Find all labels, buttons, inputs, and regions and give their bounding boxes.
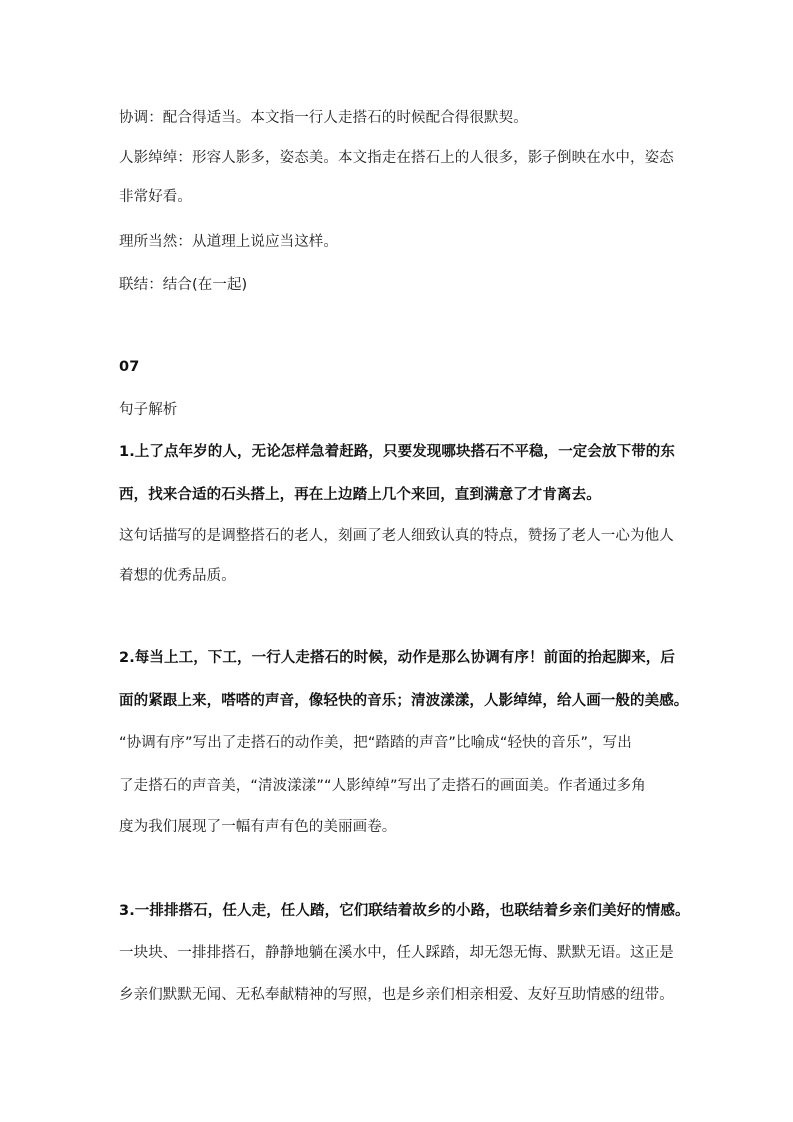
sentence-2-line-2: 面的紧跟上来，嗒嗒的声音，像轻快的音乐；清波漾漾，人影绰绰，给人画一般的美感。: [119, 693, 689, 709]
definition-renyingchuochuo-cont: 非常好看。: [119, 189, 192, 205]
explanation-2-line-2: 了走搭石的声音美，“清波漾漾”“人影绰绰”写出了走搭石的画面美。作者通过多角: [119, 778, 646, 794]
explanation-1-line-2: 着想的优秀品质。: [119, 568, 236, 584]
explanation-3-line-2: 乡亲们默默无闻、无私奉献精神的写照，也是乡亲们相亲相爱、友好互助情感的纽带。: [119, 987, 674, 1003]
definition-xietiao: 协调：配合得适当。本文指一行人走搭石的时候配合得很默契。: [119, 110, 528, 126]
section-number: 07: [119, 359, 140, 375]
explanation-2-line-1: “协调有序”写出了走搭石的动作美，把“踏踏的声音”比喻成“轻快的音乐”，写出: [119, 735, 632, 751]
section-title: 句子解析: [119, 402, 178, 418]
definition-lianjie: 联结：结合(在一起): [119, 277, 248, 293]
explanation-1-line-1: 这句话描写的是调整搭石的老人，刻画了老人细致认真的特点，赞扬了老人一心为他人: [119, 528, 674, 544]
definition-lisuodangran: 理所当然：从道理上说应当这样。: [119, 234, 338, 250]
explanation-2-line-3: 度为我们展现了一幅有声有色的美丽画卷。: [119, 819, 397, 835]
explanation-3-line-1: 一块块、一排排搭石，静静地躺在溪水中，任人踩踏，却无怨无悔、默默无语。这正是: [119, 945, 674, 961]
definition-renyingchuochuo: 人影绰绰：形容人影多，姿态美。本文指走在搭石上的人很多，影子倒映在水中，姿态: [119, 150, 674, 166]
sentence-1-line-1: 1.上了点年岁的人，无论怎样急着赶路，只要发现哪块搭石不平稳，一定会放下带的东: [119, 444, 675, 460]
sentence-1-line-2: 西，找来合适的石头搭上，再在上边踏上几个来回，直到满意了才肯离去。: [119, 487, 601, 503]
sentence-2-line-1: 2.每当上工，下工，一行人走搭石的时候，动作是那么协调有序！前面的抬起脚来，后: [119, 650, 675, 666]
sentence-3-line-1: 3.一排排搭石，任人走，任人踏，它们联结着故乡的小路，也联结着乡亲们美好的情感。: [119, 903, 690, 919]
